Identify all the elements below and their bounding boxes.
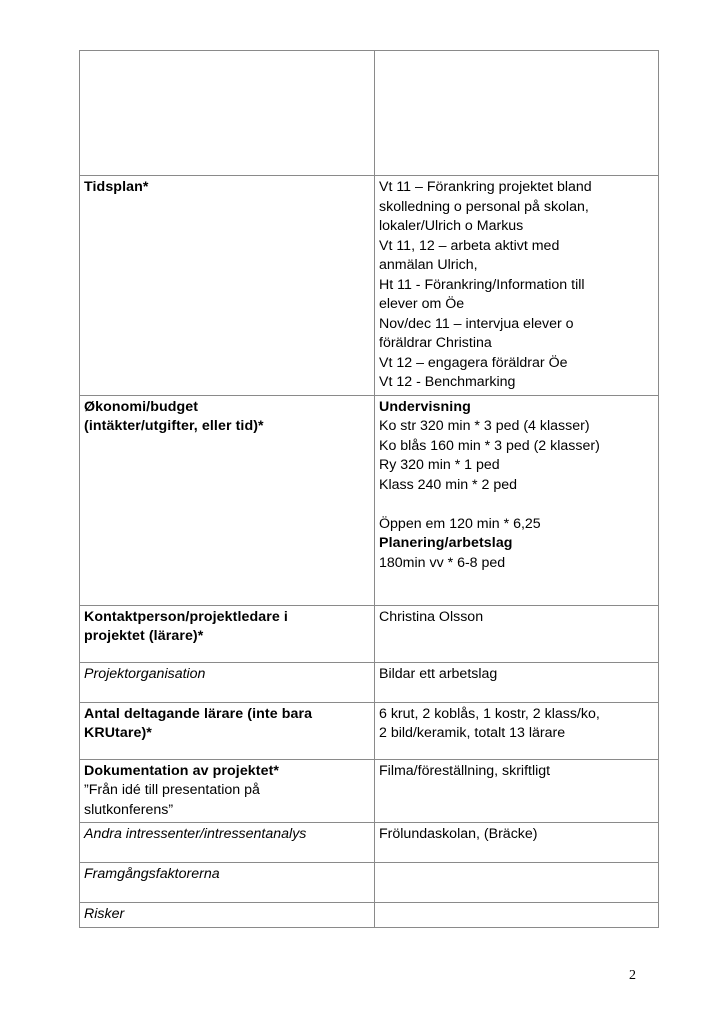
table-row-ekonomi [80,395,659,605]
ekonomi-label-cell [80,395,375,605]
kontakt-label: Kontaktperson/projektledare i [84,608,288,625]
antal-value-cell [375,702,659,759]
dokumentation-subtitle: ”Från idé till presentation på [84,782,260,798]
tidsplan-line: lokaler/Ulrich o Markus [379,218,524,234]
dokumentation-value: Filma/föreställning, skriftligt [379,762,551,779]
undervisning-heading: Undervisning [379,398,471,415]
table-row-dokumentation [80,759,659,823]
organisation-value-cell [375,662,659,702]
tidsplan-line: skolledning o personal på skolan, [379,198,589,215]
tidsplan-line: Ht 11 - Förankring/Information till [379,276,585,293]
ekonomi-value-cell [375,395,659,605]
ekonomi-label: Økonomi/budget [84,398,199,415]
intressenter-value: Frölundaskolan, (Bräcke) [379,826,538,842]
kontakt-value: Christina Olsson [379,608,484,625]
ekonomi-line: Ry 320 min * 1 ped [379,457,500,473]
framgang-value-cell [375,863,659,903]
tidsplan-line: Nov/dec 11 – intervjua elever o [379,315,574,332]
antal-value: 6 krut, 2 koblås, 1 kostr, 2 klass/ko, [379,705,600,722]
table-row-kontakt [80,605,659,662]
table-row-empty [80,51,659,176]
dokumentation-subtitle: slutkonferens” [84,801,174,818]
planering-heading: Planering/arbetslag [379,535,513,551]
ekonomi-line: Ko blås 160 min * 3 ped (2 klasser) [379,437,600,454]
table-row-framgang [80,863,659,903]
dokumentation-label-cell [80,759,375,823]
antal-value: 2 bild/keramik, totalt 13 lärare [379,725,566,741]
antal-label: Antal deltagande lärare (inte bara [84,705,313,722]
ekonomi-label: (intäkter/utgifter, eller tid)* [84,418,264,434]
organisation-value: Bildar ett arbetslag [379,665,498,682]
framgang-label: Framgångsfaktorerna [84,866,220,882]
kontakt-value-cell [375,605,659,662]
tidsplan-line: Vt 11, 12 – arbeta aktivt med [379,237,560,254]
ekonomi-line: Öppen em 120 min * 6,25 [379,515,541,532]
intressenter-label-cell [80,823,375,863]
antal-label: KRUtare)* [84,725,152,741]
tidsplan-line: föräldrar Christina [379,335,492,351]
tidsplan-line: elever om Öe [379,296,465,312]
empty-cell-left [80,51,375,176]
tidsplan-line: anmälan Ulrich, [379,257,478,273]
project-table [79,50,659,928]
organisation-label-cell [80,662,375,702]
tidsplan-line: Vt 12 – engagera föräldrar Öe [379,354,568,371]
intressenter-value-cell [375,823,659,863]
blank-line [379,495,654,515]
table-row-tidsplan [80,176,659,396]
empty-cell-right [375,51,659,176]
tidsplan-label: Tidsplan* [84,179,149,195]
dokumentation-label: Dokumentation av projektet* [84,762,280,779]
ekonomi-line: Klass 240 min * 2 ped [379,476,518,493]
table-row-risker [80,903,659,928]
tidsplan-line: Vt 11 – Förankring projektet bland [379,179,592,195]
table-row-organisation [80,662,659,702]
risker-label-cell [80,903,375,928]
page-number: 2 [629,968,636,983]
kontakt-label: projektet (lärare)* [84,628,204,644]
organisation-label: Projektorganisation [84,665,206,682]
table-row-intressenter [80,823,659,863]
kontakt-label-cell [80,605,375,662]
tidsplan-label-cell [80,176,375,396]
framgang-label-cell [80,863,375,903]
tidsplan-value-cell [375,176,659,396]
antal-label-cell [80,702,375,759]
table-row-antal [80,702,659,759]
ekonomi-line: Ko str 320 min * 3 ped (4 klasser) [379,418,590,434]
risker-label: Risker [84,906,125,922]
intressenter-label: Andra intressenter/intressentanalys [84,826,307,842]
dokumentation-value-cell [375,759,659,823]
risker-value-cell [375,903,659,928]
ekonomi-line: 180min vv * 6-8 ped [379,554,506,571]
tidsplan-line: Vt 12 - Benchmarking [379,374,516,390]
